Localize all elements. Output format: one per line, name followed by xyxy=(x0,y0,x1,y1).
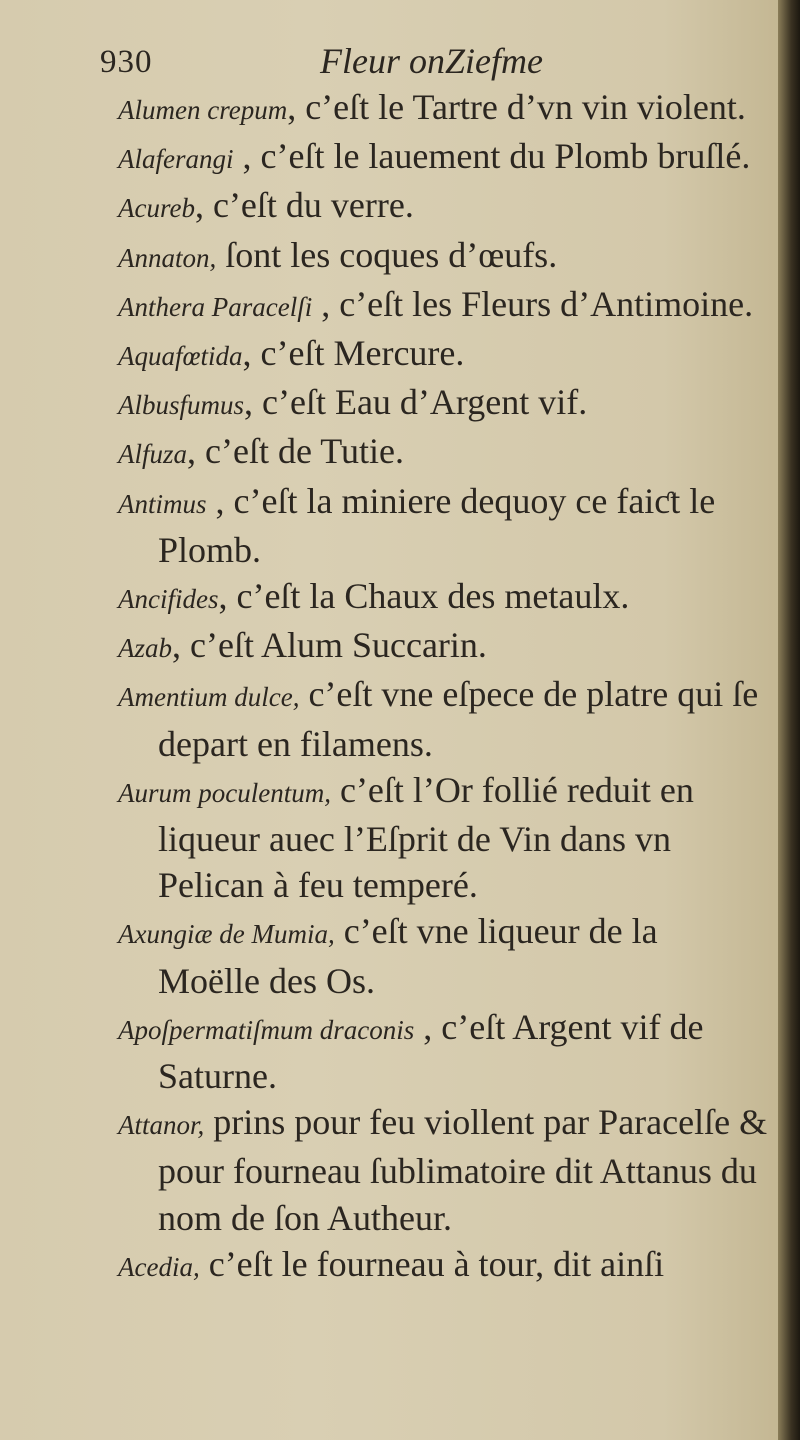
entry-term: Aquafœtida xyxy=(118,341,243,372)
glossary-entry xyxy=(118,767,768,909)
glossary-entry xyxy=(118,428,768,477)
glossary-entry xyxy=(118,1099,768,1241)
glossary-entry xyxy=(118,908,768,1003)
glossary-entry xyxy=(118,622,768,671)
entry-term: Annaton, xyxy=(118,242,217,273)
entry-term: Alfuza xyxy=(118,439,188,470)
entry-definition: , c’eſt du verre. xyxy=(194,185,414,226)
glossary-entry xyxy=(118,573,768,622)
entry-definition: c’eſt le fourneau à tour, dit ainſi xyxy=(199,1243,665,1284)
entry-definition: , c’eſt Alum Succarin. xyxy=(172,625,487,666)
glossary-entry xyxy=(118,1241,768,1290)
page-header xyxy=(100,38,740,88)
entry-definition: , c’eſt Eau d’Argent vif. xyxy=(244,382,588,423)
entry-definition: , c’eſt de Tutie. xyxy=(187,431,404,472)
entry-term: Anthera Paracelſi xyxy=(118,291,313,322)
entry-term: Acedia, xyxy=(118,1251,200,1282)
entry-definition: ſont les coques d’œufs. xyxy=(216,234,558,275)
entry-term: Antimus xyxy=(118,488,207,519)
entry-definition: , c’eſt le Tartre d’vn vin violent. xyxy=(287,87,746,127)
entry-definition: c’eſt vne liqueur de la Moëlle des Os. xyxy=(158,911,658,1001)
glossary-entry xyxy=(118,1004,768,1099)
glossary-entry xyxy=(118,281,768,330)
entry-definition: , c’eſt Mercure. xyxy=(242,333,465,374)
entry-definition: prins pour feu viollent par Paracelſe & pour fourneau ſublimatoire dit Attanus du nom de ſon Autheur. xyxy=(158,1102,768,1238)
entry-term: Ancifides xyxy=(118,584,219,615)
glossary-entry xyxy=(118,671,768,766)
running-title: Fleur onZiefme xyxy=(320,41,543,81)
glossary-entry xyxy=(118,133,768,182)
glossary-entry xyxy=(118,182,768,231)
entry-definition: c’eſt l’Or follié reduit en liqueur auec l’Eſprit de Vin dans vn Pelican à feu temperé. xyxy=(158,769,694,906)
glossary-entries xyxy=(118,84,768,1290)
entry-definition: , c’eſt le lauement du Plomb bruſlé. xyxy=(233,136,751,177)
entry-term: Acureb xyxy=(118,193,195,224)
entry-definition: , c’eſt la Chaux des metaulx. xyxy=(218,576,630,617)
glossary-entry xyxy=(118,478,768,573)
entry-term: Azab xyxy=(118,633,172,664)
book-gutter xyxy=(778,0,800,1440)
entry-definition: , c’eſt la miniere dequoy ce faiƈt le Plomb. xyxy=(158,480,716,570)
entry-term: Aurum poculentum, xyxy=(118,777,331,808)
entry-term: Alumen crepum xyxy=(118,95,288,125)
entry-term: Alaferangi xyxy=(118,144,234,175)
entry-term: Apoſpermatiſmum draconis xyxy=(118,1014,415,1045)
glossary-entry xyxy=(118,330,768,379)
glossary-entry xyxy=(118,84,768,133)
glossary-entry xyxy=(118,379,768,428)
entry-term: Axungiæ de Mumia, xyxy=(118,919,335,950)
entry-definition: , c’eſt les Fleurs d’Antimoine. xyxy=(312,283,754,324)
entry-term: Albusfumus xyxy=(118,390,245,421)
entry-term: Attanor, xyxy=(118,1110,205,1141)
entry-definition: c’eſt vne eſpece de platre qui ſe depart en filamens. xyxy=(158,674,759,764)
page-number: 930 xyxy=(100,44,153,80)
glossary-entry xyxy=(118,232,768,281)
entry-definition: , c’eſt Argent vif de Saturne. xyxy=(158,1006,704,1097)
entry-term: Amentium dulce, xyxy=(118,682,300,713)
